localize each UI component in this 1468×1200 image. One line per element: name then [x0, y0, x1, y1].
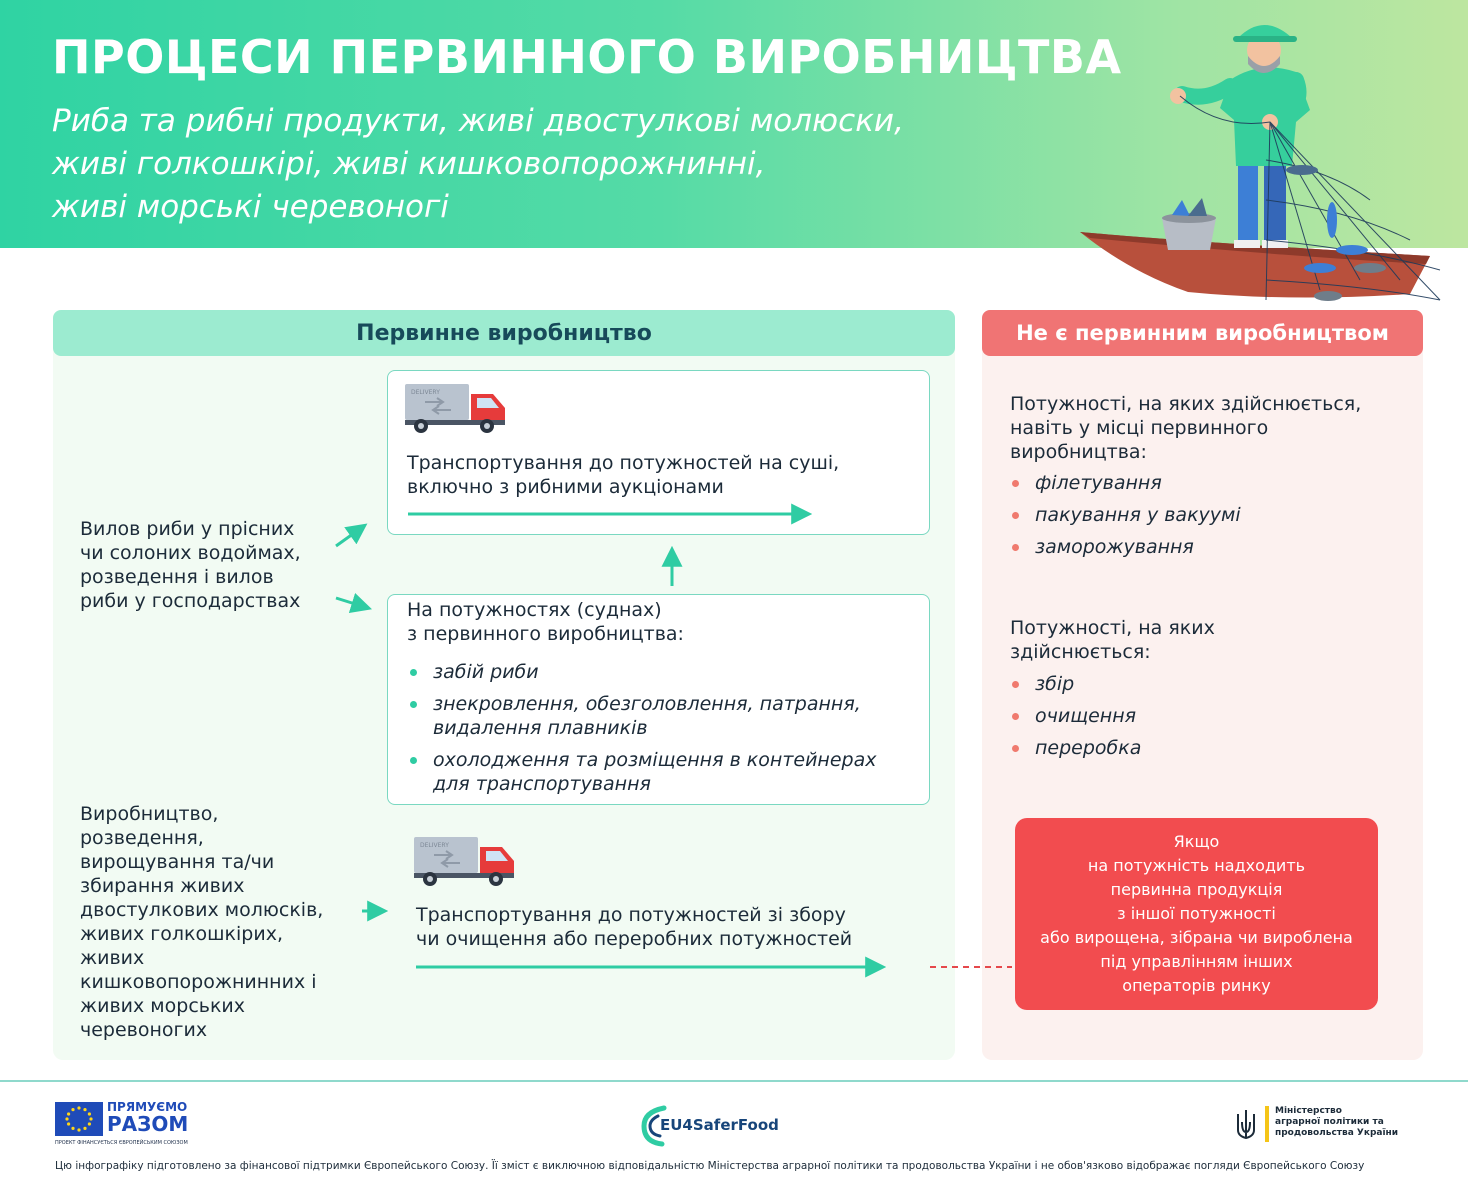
- text-line: кишковопорожнинних і: [80, 971, 317, 993]
- text-line: Якщо: [1173, 832, 1220, 851]
- text-line: збирання живих: [80, 875, 245, 897]
- text-line: або вирощена, зібрана чи вироблена: [1040, 928, 1353, 947]
- eu-funding-note: ПРОЕКТ ФІНАНСУЄТЬСЯ ЄВРОПЕЙСЬКИМ СОЮЗОМ: [55, 1140, 188, 1146]
- page-title: ПРОЦЕСИ ПЕРВИННОГО ВИРОБНИЦТВА: [52, 30, 1122, 84]
- text-line: навіть у місці первинного: [1010, 417, 1269, 439]
- molluscs-source: [80, 802, 360, 1042]
- vessels-title: [407, 598, 917, 646]
- text-line: первинна продукція: [1110, 880, 1283, 899]
- list-item: [1010, 672, 1390, 696]
- non-primary-group1-list: [1010, 471, 1390, 567]
- text-line: заморожування: [1035, 536, 1194, 558]
- text-line: охолодження та розміщення в контейнерах: [433, 749, 877, 771]
- list-item: [408, 748, 928, 796]
- text-line: живих морських: [80, 995, 246, 1017]
- text-line: під управлінням інших: [1100, 952, 1293, 971]
- eu-slogan-top: ПРЯМУЄМО: [107, 1100, 188, 1114]
- text-line: Потужності, на яких: [1010, 617, 1215, 639]
- text-line: живих голкошкірих,: [80, 923, 283, 945]
- text-line: з іншої потужності: [1117, 904, 1276, 923]
- text-line: Потужності, на яких здійснюється,: [1010, 393, 1362, 415]
- text-line: Виробництво,: [80, 803, 219, 825]
- page-subtitle: [52, 100, 1052, 229]
- text-line: розведення і вилов: [80, 566, 274, 588]
- text-line: пакування у вакуумі: [1035, 504, 1241, 526]
- list-item: [1010, 535, 1390, 559]
- text-line: Міністерство: [1275, 1106, 1342, 1116]
- text-line: риби у господарствах: [80, 590, 301, 612]
- text-line: включно з рибними аукціонами: [407, 476, 724, 498]
- fisherman-illustration: [1070, 10, 1460, 310]
- text-line: живих: [80, 947, 145, 969]
- text-line: аграрної політики та: [1275, 1117, 1384, 1127]
- text-line: філетування: [1035, 472, 1162, 494]
- subtitle-line: живі морські черевоногі: [52, 189, 449, 225]
- ministry-logo: [1235, 1106, 1415, 1146]
- text-line: збір: [1035, 673, 1075, 695]
- list-item: [408, 660, 928, 684]
- text-line: чи солоних водоймах,: [80, 542, 301, 564]
- list-item: [408, 692, 928, 740]
- text-line: для транспортування: [433, 773, 651, 795]
- text-line: переробка: [1035, 737, 1142, 759]
- eu4saferfood-logo: [640, 1102, 790, 1148]
- vessels-list: [408, 660, 928, 804]
- transport-land-text: [407, 451, 927, 499]
- text-line: На потужностях (суднах): [407, 599, 662, 621]
- text-line: очищення: [1035, 705, 1137, 727]
- text-line: Транспортування до потужностей на суші,: [407, 452, 840, 474]
- truck-icon: [414, 835, 518, 887]
- footer-divider: [0, 1080, 1468, 1082]
- primary-production-heading: Первинне виробництво: [53, 310, 955, 356]
- text-line: чи очищення або переробних потужностей: [416, 928, 853, 950]
- subtitle-line: живі голкошкірі, живі кишковопорожнинні,: [52, 146, 766, 182]
- truck-icon: [405, 382, 509, 434]
- text-line: вирощування та/чи: [80, 851, 275, 873]
- non-primary-group1-title: [1010, 392, 1410, 464]
- text-line: продовольства України: [1275, 1128, 1399, 1138]
- truck-label: DELIVERY: [420, 842, 449, 849]
- text-line: черевоногих: [80, 1019, 208, 1041]
- text-line: на потужність надходить: [1087, 856, 1306, 875]
- text-line: знекровлення, обезголовлення, патрання,: [433, 693, 861, 715]
- non-primary-heading: Не є первинним виробництвом: [982, 310, 1423, 356]
- text-line: розведення,: [80, 827, 204, 849]
- list-item: [1010, 704, 1390, 728]
- transport-processing-text: [416, 903, 936, 951]
- text-line: здійснюється:: [1010, 641, 1151, 663]
- text-line: операторів ринку: [1122, 976, 1271, 995]
- text-line: з первинного виробництва:: [407, 623, 684, 645]
- text-line: виробництва:: [1010, 441, 1147, 463]
- ministry-name: [1275, 1106, 1398, 1139]
- text-line: Вилов риби у прісних: [80, 518, 295, 540]
- eu-flag-icon: [55, 1102, 103, 1136]
- saferfood-label: EU4SaferFood: [660, 1116, 779, 1134]
- text-line: Транспортування до потужностей зі збору: [416, 904, 846, 926]
- disclaimer-text: Цю інфографіку підготовлено за фінансової підтримки Європейського Союзу. Її зміст є виключною відповідальністю Міністерства аграрної політики та продовольства України і не обов'язково відображає погляди Європейського Союзу: [55, 1160, 1365, 1172]
- eu-logo: [55, 1100, 195, 1150]
- list-item: [1010, 471, 1390, 495]
- text-line: видалення плавників: [433, 717, 648, 739]
- text-line: двостулкових молюсків,: [80, 899, 324, 921]
- eu-slogan-main: РАЗОМ: [107, 1112, 189, 1136]
- condition-callout: [1015, 818, 1378, 1010]
- list-item: [1010, 736, 1390, 760]
- list-item: [1010, 503, 1390, 527]
- text-line: забій риби: [433, 661, 539, 683]
- trident-icon: [1235, 1108, 1257, 1142]
- fish-catch-source: [80, 517, 340, 613]
- non-primary-group2-list: [1010, 672, 1390, 768]
- truck-label: DELIVERY: [411, 389, 440, 396]
- subtitle-line: Риба та рибні продукти, живі двостулкові молюски,: [52, 103, 904, 139]
- ministry-accent-bar: [1265, 1106, 1269, 1142]
- non-primary-group2-title: [1010, 616, 1410, 664]
